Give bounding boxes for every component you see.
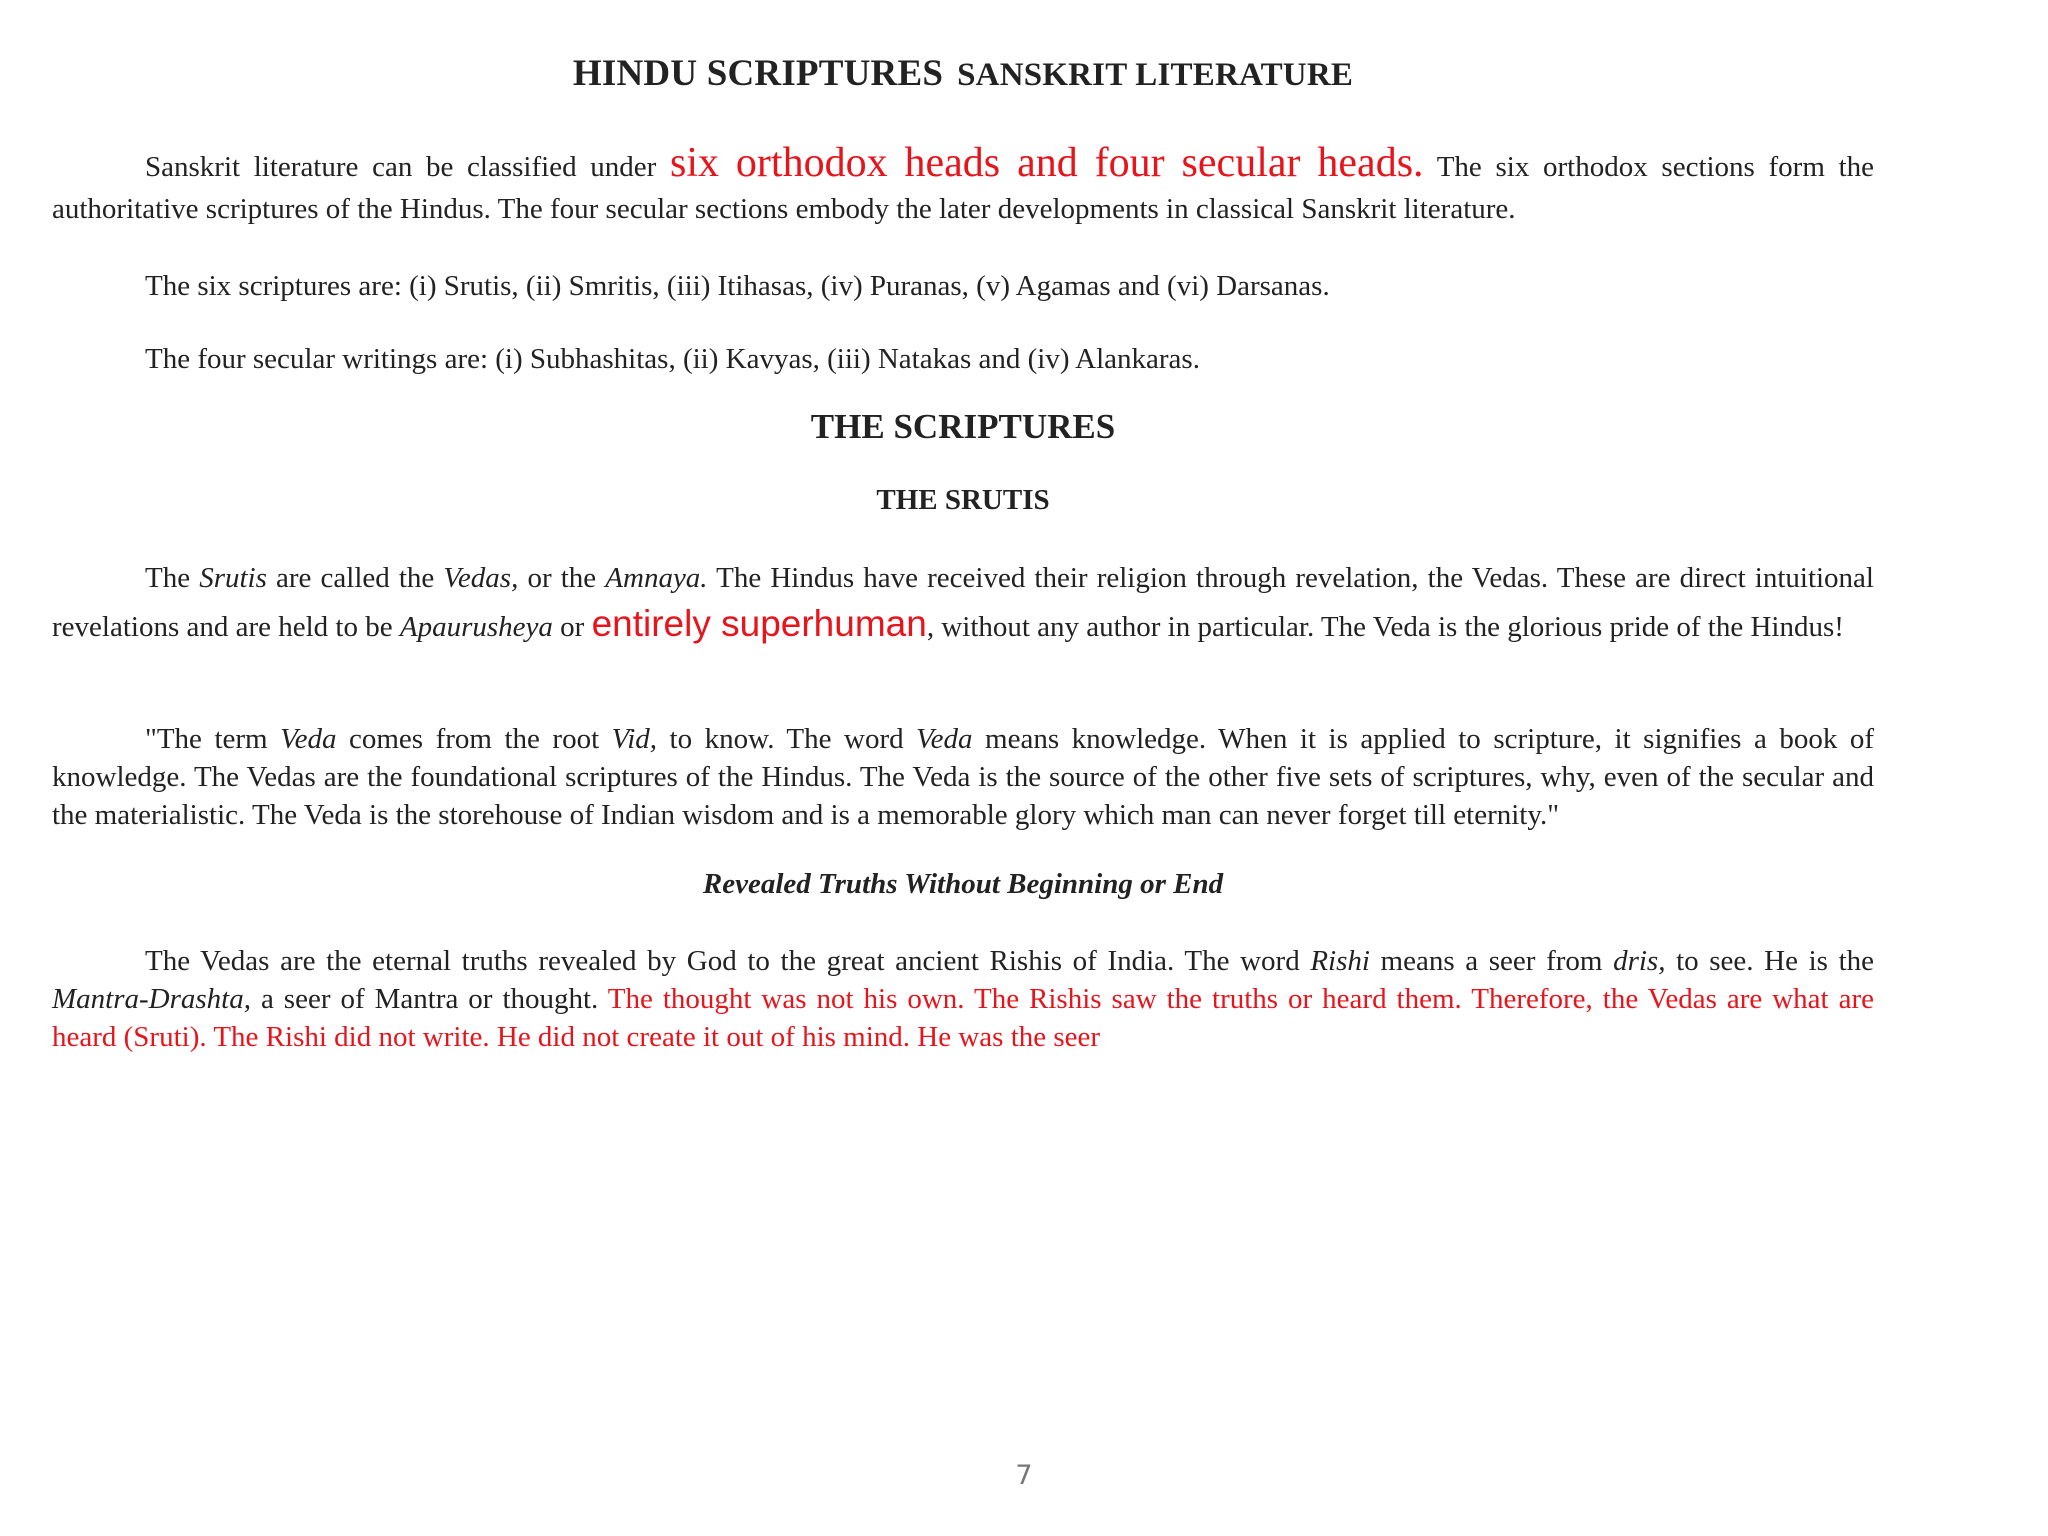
text-run: or [552,611,592,643]
page-title [52,52,1874,95]
text-run: or the [518,562,606,594]
quote-paragraph [52,720,1874,834]
text-run: "The term [145,723,281,755]
section-heading: THE SCRIPTURES [810,407,1116,446]
subsection-heading: THE SRUTIS [876,484,1050,516]
text-run: means a seer from [1369,945,1614,977]
revealed-heading: Revealed Truths Without Beginning or End [702,868,1224,900]
text-run: The Hindus have received their religion through revelation, the Vedas. These are direct intuitional revelations and are held to be [52,562,1874,643]
intro-paragraph-3: The four secular writings are: (i) Subhashitas, (ii) Kavyas, (iii) Natakas and (iv) Alankaras. [145,343,1200,375]
italic-term: Apaurusheya [399,611,553,643]
text-run: to see. He is the [1665,945,1875,977]
italic-term: Veda [916,723,973,755]
intro-paragraph-2: The six scriptures are: (i) Srutis, (ii) Smritis, (iii) Itihasas, (iv) Puranas, (v) Agamas and (vi) Darsanas. [145,270,1330,302]
italic-term: dris, [1613,945,1666,977]
italic-term: Vedas, [443,562,519,594]
revealed-paragraph [52,942,1874,1056]
title-sub: SANSKRIT LITERATURE [957,57,1354,93]
italic-term: Vid, [611,723,658,755]
italic-term: Amnaya. [605,562,708,594]
italic-term: Rishi [1310,945,1370,977]
intro-text-a: Sanskrit literature can be classified under [145,151,670,183]
italic-term: Mantra-Drashta, [52,983,251,1015]
italic-term: Veda [280,723,337,755]
text-run: The [145,562,200,594]
revealed-highlight: The thought was not his own. The Rishis saw the truths or heard them. Therefore, the Vedas are what are heard (Sruti). The Rishi did not write. He did not create it out of his mind. He was the seer [52,983,1874,1053]
intro-highlight: six orthodox heads and four secular heads. [669,140,1424,186]
page-number: 7 [1015,1460,1033,1491]
srutis-paragraph [52,556,1874,650]
text-run: to know. The word [657,723,917,755]
text-run: a seer of Mantra or thought. [250,983,608,1015]
srutis-highlight: entirely superhuman [591,603,927,644]
text-run: are called the [266,562,444,594]
text-run: The Vedas are the eternal truths revealed by God to the great ancient Rishis of India. The word [145,945,1311,977]
intro-paragraph-1 [52,142,1874,230]
text-run: , without any author in particular. The Veda is the glorious pride of the Hindus! [926,611,1844,643]
text-run: means knowledge. When it is applied to scripture, it signifies a book of knowledge. The Vedas are the foundational scriptures of the Hindus. The Veda is the source of the other five sets of scriptures, why, even of the secular and the materialistic. The Veda is the storehouse of Indian wisdom and is a memorable glory which man can never forget till eternity." [52,723,1875,831]
intro-text-b: The six orthodox sections form the authoritative scriptures of the Hindus. The four secular sections embody the later developments in classical Sanskrit literature. [52,151,1875,225]
italic-term: Srutis [199,562,267,594]
text-run: comes from the root [336,723,612,755]
title-main: HINDU SCRIPTURES [572,53,944,94]
